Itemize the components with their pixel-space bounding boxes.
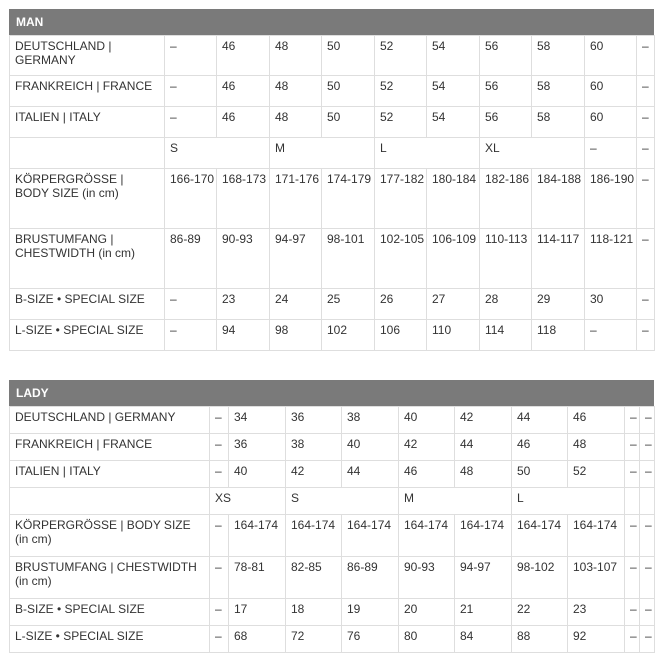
table-row <box>10 289 655 320</box>
table-cell: 84 <box>455 626 512 653</box>
table-cell: – <box>637 229 655 289</box>
man-section-title: MAN <box>9 9 654 35</box>
table-row <box>10 107 655 138</box>
table-cell: 60 <box>585 76 637 107</box>
table-cell: 164-174 <box>455 515 512 557</box>
table-cell: 25 <box>322 289 375 320</box>
table-cell: 40 <box>229 461 286 488</box>
table-cell: 56 <box>480 36 532 76</box>
man-size-table <box>9 35 655 351</box>
table-cell: 102-105 <box>375 229 427 289</box>
table-cell: – <box>625 407 640 434</box>
lady-size-chart <box>9 380 654 653</box>
table-cell: – <box>640 557 655 599</box>
table-row <box>10 169 655 229</box>
row-label: DEUTSCHLAND | GERMANY <box>10 36 165 76</box>
table-cell: 182-186 <box>480 169 532 229</box>
table-cell: 52 <box>568 461 625 488</box>
table-cell: 42 <box>455 407 512 434</box>
table-cell: – <box>640 599 655 626</box>
table-row <box>10 76 655 107</box>
table-cell: 52 <box>375 36 427 76</box>
table-cell: 50 <box>322 107 375 138</box>
table-cell: – <box>637 36 655 76</box>
table-cell: 54 <box>427 36 480 76</box>
table-cell: 42 <box>286 461 342 488</box>
table-cell: 184-188 <box>532 169 585 229</box>
table-cell: 106 <box>375 320 427 351</box>
table-cell: 38 <box>342 407 399 434</box>
table-cell: 56 <box>480 76 532 107</box>
size-letter-cell: L <box>375 138 480 169</box>
table-cell: – <box>210 461 229 488</box>
table-cell: 46 <box>512 434 568 461</box>
table-cell: – <box>640 407 655 434</box>
row-label: BRUSTUMFANG | CHESTWIDTH (in cm) <box>10 229 165 289</box>
table-cell: – <box>585 320 637 351</box>
table-cell: 102 <box>322 320 375 351</box>
table-cell: – <box>637 138 655 169</box>
table-cell: 18 <box>286 599 342 626</box>
table-cell: 30 <box>585 289 637 320</box>
table-cell: 28 <box>480 289 532 320</box>
row-label <box>10 488 210 515</box>
table-cell: – <box>640 626 655 653</box>
table-cell: 114-117 <box>532 229 585 289</box>
size-letter-cell: XL <box>480 138 585 169</box>
table-cell: – <box>625 461 640 488</box>
man-size-chart <box>9 9 654 351</box>
table-cell: – <box>625 557 640 599</box>
table-cell: 171-176 <box>270 169 322 229</box>
table-cell: 34 <box>229 407 286 434</box>
size-letter-row <box>10 488 655 515</box>
table-cell: 56 <box>480 107 532 138</box>
table-cell: – <box>640 461 655 488</box>
table-cell: 36 <box>286 407 342 434</box>
table-row <box>10 229 655 289</box>
table-cell: 114 <box>480 320 532 351</box>
table-cell: 46 <box>217 76 270 107</box>
table-cell: – <box>210 626 229 653</box>
table-cell <box>640 488 655 515</box>
table-cell: – <box>625 626 640 653</box>
table-cell: 164-174 <box>229 515 286 557</box>
table-row <box>10 461 655 488</box>
table-cell: 58 <box>532 76 585 107</box>
table-cell: 54 <box>427 76 480 107</box>
table-cell: – <box>165 36 217 76</box>
table-cell: 110-113 <box>480 229 532 289</box>
table-cell: 78-81 <box>229 557 286 599</box>
row-label: L-SIZE • SPECIAL SIZE <box>10 626 210 653</box>
table-cell: – <box>210 407 229 434</box>
table-cell: 60 <box>585 107 637 138</box>
table-cell: – <box>625 599 640 626</box>
row-label: B-SIZE • SPECIAL SIZE <box>10 289 165 320</box>
table-cell: 22 <box>512 599 568 626</box>
table-cell: – <box>640 515 655 557</box>
table-cell: 106-109 <box>427 229 480 289</box>
size-letter-row <box>10 138 655 169</box>
table-cell: 110 <box>427 320 480 351</box>
table-row <box>10 434 655 461</box>
table-cell: 76 <box>342 626 399 653</box>
table-cell: 58 <box>532 107 585 138</box>
table-row <box>10 557 655 599</box>
table-cell: 118 <box>532 320 585 351</box>
table-cell: 48 <box>270 107 322 138</box>
table-cell: 174-179 <box>322 169 375 229</box>
table-cell: 27 <box>427 289 480 320</box>
table-cell: 94-97 <box>455 557 512 599</box>
table-cell: – <box>637 76 655 107</box>
table-cell: 40 <box>342 434 399 461</box>
table-cell: 180-184 <box>427 169 480 229</box>
table-cell: 23 <box>217 289 270 320</box>
row-label: L-SIZE • SPECIAL SIZE <box>10 320 165 351</box>
table-cell: 46 <box>217 36 270 76</box>
table-cell: – <box>637 169 655 229</box>
table-cell: 103-107 <box>568 557 625 599</box>
table-cell: – <box>210 557 229 599</box>
table-cell: 166-170 <box>165 169 217 229</box>
table-cell: 164-174 <box>342 515 399 557</box>
table-cell: – <box>625 515 640 557</box>
table-cell: 50 <box>322 76 375 107</box>
table-cell: – <box>210 515 229 557</box>
table-cell: 50 <box>322 36 375 76</box>
table-cell: 98 <box>270 320 322 351</box>
table-cell: 98-101 <box>322 229 375 289</box>
table-cell: – <box>165 107 217 138</box>
table-cell: 38 <box>286 434 342 461</box>
table-cell: – <box>637 289 655 320</box>
table-cell: 19 <box>342 599 399 626</box>
table-cell: 164-174 <box>512 515 568 557</box>
table-cell: 86-89 <box>165 229 217 289</box>
table-cell: 72 <box>286 626 342 653</box>
table-cell: 17 <box>229 599 286 626</box>
table-cell: 46 <box>399 461 455 488</box>
table-cell: 94 <box>217 320 270 351</box>
table-cell: 23 <box>568 599 625 626</box>
table-cell: – <box>585 138 637 169</box>
table-cell: 98-102 <box>512 557 568 599</box>
table-cell: 26 <box>375 289 427 320</box>
table-cell: 24 <box>270 289 322 320</box>
row-label: KÖRPERGRÖSSE | BODY SIZE (in cm) <box>10 515 210 557</box>
table-row <box>10 626 655 653</box>
table-cell: – <box>165 289 217 320</box>
table-cell: 44 <box>455 434 512 461</box>
table-cell: 90-93 <box>399 557 455 599</box>
table-row <box>10 599 655 626</box>
table-cell: 177-182 <box>375 169 427 229</box>
table-cell: 118-121 <box>585 229 637 289</box>
table-cell: 52 <box>375 76 427 107</box>
table-cell: 48 <box>270 36 322 76</box>
table-cell: 36 <box>229 434 286 461</box>
table-cell: 42 <box>399 434 455 461</box>
table-cell: – <box>210 434 229 461</box>
row-label: FRANKREICH | FRANCE <box>10 434 210 461</box>
table-cell: 48 <box>568 434 625 461</box>
table-cell: 90-93 <box>217 229 270 289</box>
table-cell: 54 <box>427 107 480 138</box>
row-label <box>10 138 165 169</box>
table-cell: 44 <box>342 461 399 488</box>
table-cell: – <box>637 320 655 351</box>
row-label: BRUSTUMFANG | CHESTWIDTH (in cm) <box>10 557 210 599</box>
table-cell: – <box>625 434 640 461</box>
table-cell: 82-85 <box>286 557 342 599</box>
table-cell: 186-190 <box>585 169 637 229</box>
table-cell: – <box>637 107 655 138</box>
table-cell: 88 <box>512 626 568 653</box>
size-letter-cell: S <box>165 138 270 169</box>
table-cell: – <box>640 434 655 461</box>
table-cell: 44 <box>512 407 568 434</box>
table-cell: 48 <box>455 461 512 488</box>
row-label: B-SIZE • SPECIAL SIZE <box>10 599 210 626</box>
table-cell <box>625 488 640 515</box>
table-cell: 80 <box>399 626 455 653</box>
row-label: DEUTSCHLAND | GERMANY <box>10 407 210 434</box>
table-cell: 164-174 <box>399 515 455 557</box>
table-row <box>10 36 655 76</box>
table-cell: 92 <box>568 626 625 653</box>
table-cell: 58 <box>532 36 585 76</box>
table-cell: 94-97 <box>270 229 322 289</box>
size-letter-cell: M <box>270 138 375 169</box>
row-label: FRANKREICH | FRANCE <box>10 76 165 107</box>
lady-section-title: LADY <box>9 380 654 406</box>
table-row <box>10 515 655 557</box>
table-row <box>10 320 655 351</box>
lady-size-table <box>9 406 655 653</box>
table-row <box>10 407 655 434</box>
table-cell: 60 <box>585 36 637 76</box>
row-label: ITALIEN | ITALY <box>10 461 210 488</box>
row-label: KÖRPERGRÖSSE | BODY SIZE (in cm) <box>10 169 165 229</box>
table-cell: 164-174 <box>286 515 342 557</box>
table-cell: 50 <box>512 461 568 488</box>
table-cell: 164-174 <box>568 515 625 557</box>
table-cell: 29 <box>532 289 585 320</box>
table-cell: 68 <box>229 626 286 653</box>
table-cell: 52 <box>375 107 427 138</box>
table-cell: 48 <box>270 76 322 107</box>
table-cell: 86-89 <box>342 557 399 599</box>
table-cell: 21 <box>455 599 512 626</box>
table-cell: – <box>165 320 217 351</box>
table-cell: 46 <box>217 107 270 138</box>
size-letter-cell: M <box>399 488 512 515</box>
table-cell: 40 <box>399 407 455 434</box>
table-cell: 46 <box>568 407 625 434</box>
table-cell: – <box>210 599 229 626</box>
table-cell: – <box>165 76 217 107</box>
size-letter-cell: S <box>286 488 399 515</box>
row-label: ITALIEN | ITALY <box>10 107 165 138</box>
table-cell: 168-173 <box>217 169 270 229</box>
size-letter-cell: L <box>512 488 625 515</box>
table-cell: 20 <box>399 599 455 626</box>
size-letter-cell: XS <box>210 488 286 515</box>
